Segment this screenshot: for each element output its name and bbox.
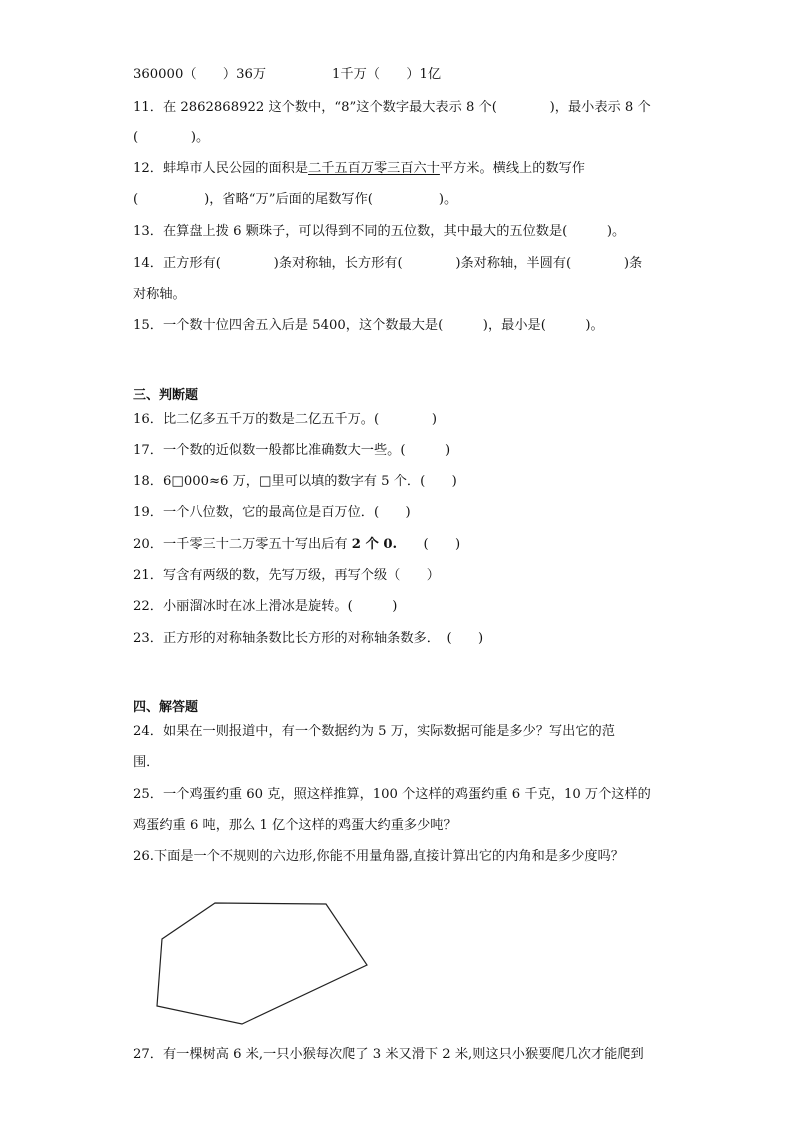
q12-text-pre: 12．蚌埠市人民公园的面积是 bbox=[133, 161, 309, 176]
hexagon-shape bbox=[157, 903, 367, 1024]
q24-line1: 24．如果在一则报道中，有一个数据约为 5 万，实际数据可能是多少？写出它的范 bbox=[133, 724, 615, 739]
q26-line: 26.下面是一个不规则的六边形,你能不用量角器,直接计算出它的内角和是多少度吗？ bbox=[133, 849, 624, 864]
q22-line: 22．小丽溜冰时在冰上滑冰是旋转。( ) bbox=[133, 599, 398, 614]
q16-line: 16．比二亿多五千万的数是二亿五千万。( ) bbox=[133, 412, 438, 427]
q20-bold-text: 2 个 0. bbox=[351, 537, 398, 552]
section-heading-solve: 四、解答题 bbox=[133, 700, 199, 715]
section-heading-judgement: 三、判断题 bbox=[133, 388, 199, 403]
q12-line2: ( )，省略“万”后面的尾数写作( )。 bbox=[133, 192, 458, 207]
q17-line: 17．一个数的近似数一般都比准确数大一些。( ) bbox=[133, 443, 451, 458]
q14-line1: 14．正方形有( )条对称轴，长方形有( )条对称轴，半圆有( )条 bbox=[133, 256, 643, 271]
q25-line1: 25．一个鸡蛋约重 60 克，照这样推算，100 个这样的鸡蛋约重 6 千克，10 万个这样的 bbox=[133, 787, 651, 802]
q25-line2: 鸡蛋约重 6 吨，那么 1 亿个这样的鸡蛋大约重多少吨？ bbox=[133, 818, 457, 833]
q12-text-post: 平方米。横线上的数写作 bbox=[439, 161, 585, 176]
q13-line: 13．在算盘上拨 6 颗珠子，可以得到不同的五位数，其中最大的五位数是( )。 bbox=[133, 224, 626, 239]
q14-line2: 对称轴。 bbox=[133, 287, 186, 302]
q19-line: 19．一个八位数，它的最高位是百万位．( ) bbox=[133, 505, 411, 520]
q11-line1: 11．在 2862868922 这个数中，“8”这个数字最大表示 8 个( )，最小表示 8 个 bbox=[133, 100, 651, 115]
q12-underlined-number: 二千五百万零三百六十 bbox=[308, 161, 440, 176]
q23-line: 23．正方形的对称轴条数比长方形的对称轴条数多． ( ) bbox=[133, 631, 484, 646]
q27-line: 27．有一棵树高 6 米,一只小猴每次爬了 3 米又滑下 2 米,则这只小猴要爬几次才能爬到 bbox=[133, 1047, 644, 1062]
q18-line: 18．6□000≈6 万，□里可以填的数字有 5 个．( ) bbox=[133, 474, 457, 489]
q24-line2: 围． bbox=[133, 755, 160, 770]
q21-line: 21．写含有两级的数，先写万级，再写个级（ ） bbox=[133, 568, 440, 583]
q20-text-pre: 20．一千零三十二万零五十写出后有 bbox=[133, 537, 352, 552]
q11-line2: ( )。 bbox=[133, 130, 210, 145]
q10-line: 360000（ ）36万 1千万（ ）1亿 bbox=[133, 67, 442, 82]
q15-line: 15．一个数十位四舍五入后是 5400，这个数最大是( )，最小是( )。 bbox=[133, 318, 604, 333]
q20-text-post: ( ) bbox=[397, 537, 461, 552]
